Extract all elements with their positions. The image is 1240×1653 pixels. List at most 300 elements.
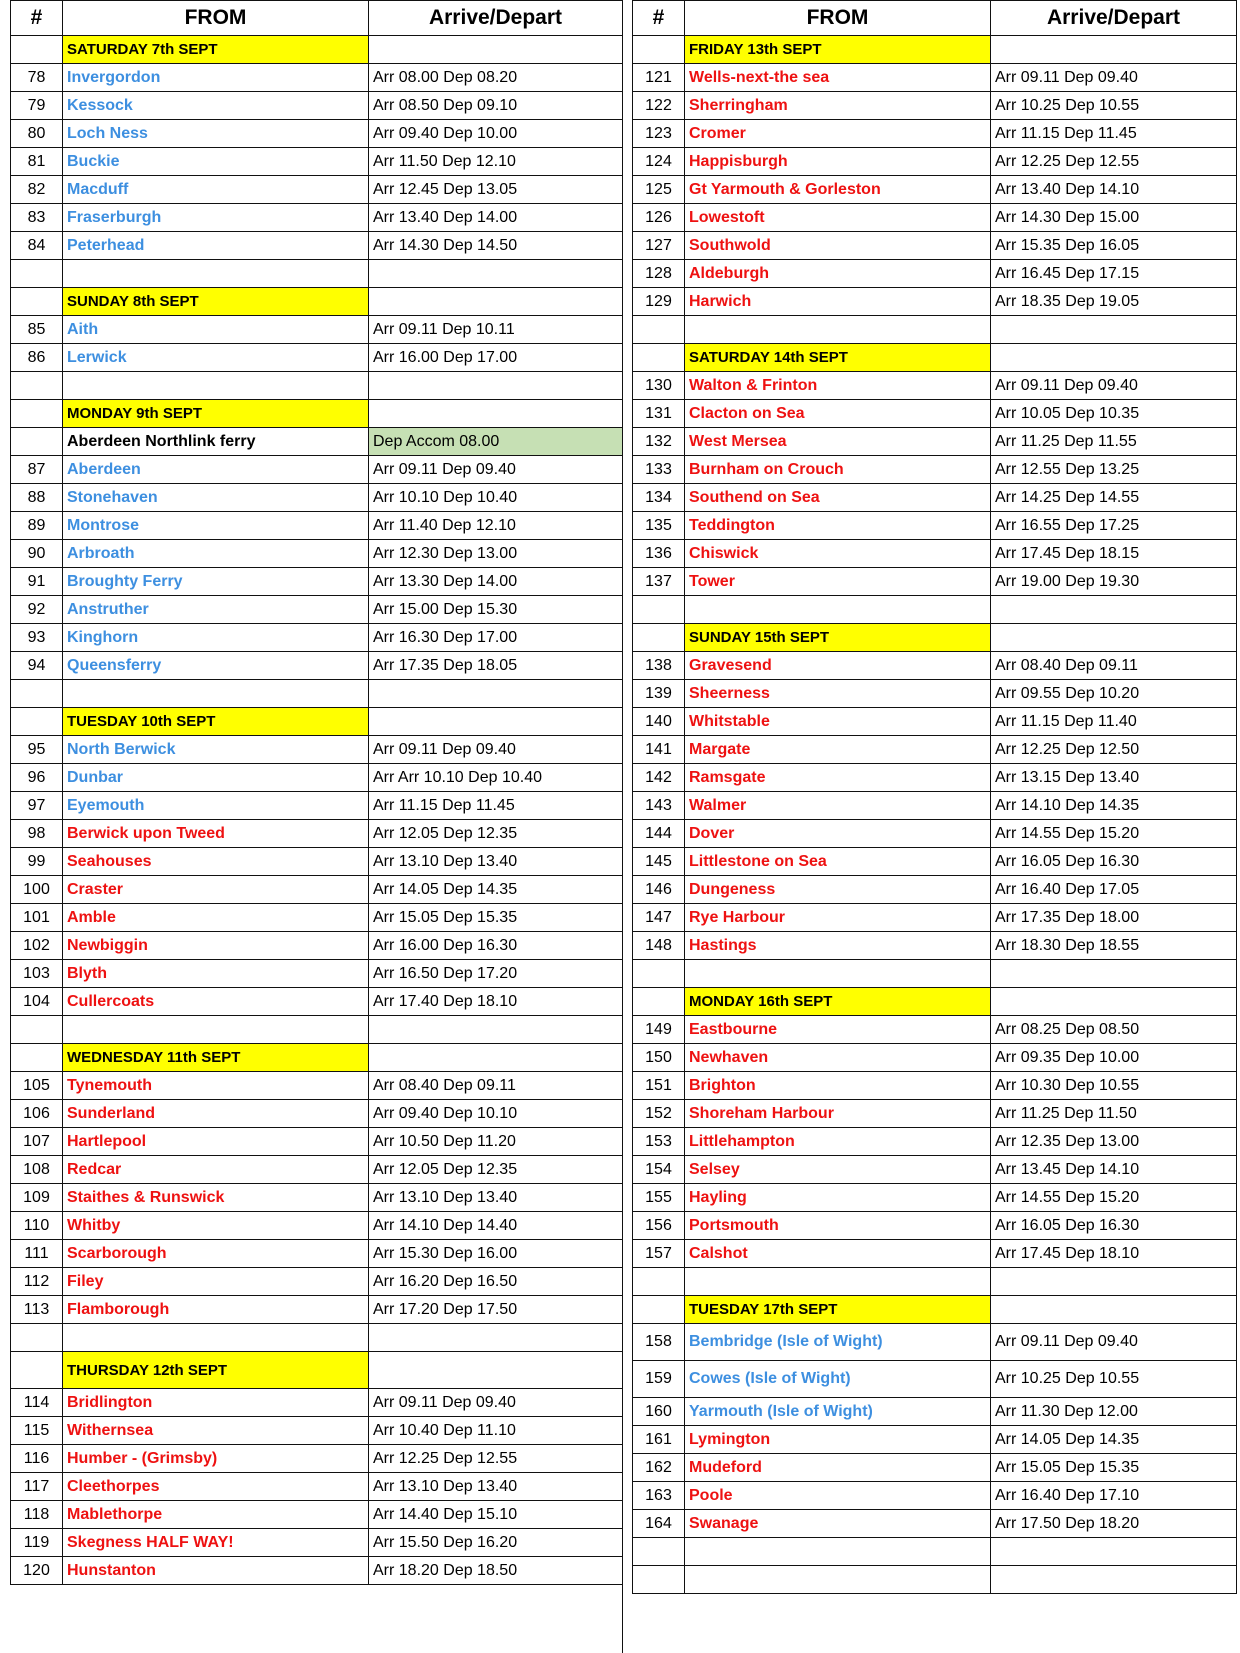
arrive-depart: Arr 14.30 Dep 15.00 <box>991 204 1237 232</box>
arrive-depart <box>369 1352 623 1389</box>
table-row <box>633 1016 1237 1044</box>
arrive-depart: Arr 14.25 Dep 14.55 <box>991 484 1237 512</box>
stop-number: 151 <box>633 1072 685 1100</box>
stop-place: Tynemouth <box>63 1072 369 1100</box>
arrive-depart: Arr 16.20 Dep 16.50 <box>369 1268 623 1296</box>
arrive-depart: Arr 14.05 Dep 14.35 <box>991 1426 1237 1454</box>
stop-number <box>633 596 685 624</box>
stop-place: Anstruther <box>63 596 369 624</box>
stop-number: 148 <box>633 932 685 960</box>
table-row <box>633 64 1237 92</box>
stop-number <box>11 1044 63 1072</box>
stop-number: 137 <box>633 568 685 596</box>
day-header-row <box>11 400 623 428</box>
stop-place: Margate <box>685 736 991 764</box>
stop-number: 97 <box>11 792 63 820</box>
stop-number: 142 <box>633 764 685 792</box>
stop-place: Mablethorpe <box>63 1501 369 1529</box>
stop-place: Poole <box>685 1482 991 1510</box>
stop-number: 84 <box>11 232 63 260</box>
day-header-row <box>11 36 623 64</box>
arrive-depart: Arr 09.35 Dep 10.00 <box>991 1044 1237 1072</box>
stop-number: 121 <box>633 64 685 92</box>
table-row <box>633 260 1237 288</box>
arrive-depart <box>369 260 623 288</box>
header-arrive-depart: Arrive/Depart <box>991 1 1237 36</box>
arrive-depart: Arr 08.40 Dep 09.11 <box>369 1072 623 1100</box>
stop-number: 133 <box>633 456 685 484</box>
stop-number: 122 <box>633 92 685 120</box>
blank-row <box>633 596 1237 624</box>
day-label: THURSDAY 12th SEPT <box>63 1352 369 1389</box>
arrive-depart: Arr 18.35 Dep 19.05 <box>991 288 1237 316</box>
stop-number: 156 <box>633 1212 685 1240</box>
table-row <box>11 848 623 876</box>
stop-place: Hartlepool <box>63 1128 369 1156</box>
stop-place: Bridlington <box>63 1389 369 1417</box>
arrive-depart: Arr 09.11 Dep 09.40 <box>991 64 1237 92</box>
stop-place: Dungeness <box>685 876 991 904</box>
stop-place: Yarmouth (Isle of Wight) <box>685 1398 991 1426</box>
table-row <box>633 484 1237 512</box>
stop-number <box>11 36 63 64</box>
arrive-depart <box>991 344 1237 372</box>
stop-number <box>11 1324 63 1352</box>
stop-number: 129 <box>633 288 685 316</box>
table-row <box>11 764 623 792</box>
stop-number <box>11 428 63 456</box>
stop-number: 158 <box>633 1324 685 1361</box>
stop-number: 146 <box>633 876 685 904</box>
table-row <box>633 456 1237 484</box>
arrive-depart: Arr 16.40 Dep 17.05 <box>991 876 1237 904</box>
table-row <box>633 120 1237 148</box>
stop-place: Aith <box>63 316 369 344</box>
arrive-depart: Arr 11.30 Dep 12.00 <box>991 1398 1237 1426</box>
arrive-depart: Arr 18.20 Dep 18.50 <box>369 1557 623 1585</box>
stop-place: Littlestone on Sea <box>685 848 991 876</box>
stop-number: 118 <box>11 1501 63 1529</box>
table-row <box>633 764 1237 792</box>
stop-number: 94 <box>11 652 63 680</box>
stop-place: Walton & Frinton <box>685 372 991 400</box>
stop-number: 78 <box>11 64 63 92</box>
table-row <box>11 596 623 624</box>
stop-place: Skegness HALF WAY! <box>63 1529 369 1557</box>
arrive-depart: Arr 11.15 Dep 11.40 <box>991 708 1237 736</box>
arrive-depart: Arr 17.45 Dep 18.15 <box>991 540 1237 568</box>
stop-place: Cromer <box>685 120 991 148</box>
table-row <box>11 1268 623 1296</box>
arrive-depart: Arr 12.25 Dep 12.55 <box>369 1445 623 1473</box>
stop-number: 152 <box>633 1100 685 1128</box>
arrive-depart: Arr 11.15 Dep 11.45 <box>369 792 623 820</box>
blank-row <box>11 1324 623 1352</box>
stop-place: Berwick upon Tweed <box>63 820 369 848</box>
stop-place <box>63 1016 369 1044</box>
stop-place: Queensferry <box>63 652 369 680</box>
stop-place: Harwich <box>685 288 991 316</box>
table-row <box>633 1100 1237 1128</box>
arrive-depart: Arr 17.40 Dep 18.10 <box>369 988 623 1016</box>
header-number: # <box>11 1 63 36</box>
stop-place: Blyth <box>63 960 369 988</box>
arrive-depart: Arr 14.10 Dep 14.35 <box>991 792 1237 820</box>
stop-place <box>685 1566 991 1594</box>
table-row <box>11 1389 623 1417</box>
day-label: MONDAY 9th SEPT <box>63 400 369 428</box>
blank-row <box>633 960 1237 988</box>
table-row <box>11 1156 623 1184</box>
stop-place: Peterhead <box>63 232 369 260</box>
day-label: TUESDAY 10th SEPT <box>63 708 369 736</box>
table-row <box>11 344 623 372</box>
stop-number: 119 <box>11 1529 63 1557</box>
day-label: SUNDAY 15th SEPT <box>685 624 991 652</box>
stop-number <box>633 36 685 64</box>
table-row <box>11 1128 623 1156</box>
stop-number: 95 <box>11 736 63 764</box>
stop-place: Lymington <box>685 1426 991 1454</box>
table-row <box>11 876 623 904</box>
day-label: FRIDAY 13th SEPT <box>685 36 991 64</box>
blank-row <box>11 1016 623 1044</box>
blank-row <box>633 316 1237 344</box>
stop-place: Gravesend <box>685 652 991 680</box>
arrive-depart <box>991 1296 1237 1324</box>
stop-number: 80 <box>11 120 63 148</box>
arrive-depart <box>991 960 1237 988</box>
arrive-depart: Arr 11.15 Dep 11.45 <box>991 120 1237 148</box>
stop-number <box>11 400 63 428</box>
stop-number: 160 <box>633 1398 685 1426</box>
arrive-depart: Arr 09.11 Dep 10.11 <box>369 316 623 344</box>
table-row <box>11 232 623 260</box>
stop-number <box>11 680 63 708</box>
arrive-depart: Arr 14.40 Dep 15.10 <box>369 1501 623 1529</box>
stop-place: Gt Yarmouth & Gorleston <box>685 176 991 204</box>
stop-place: Invergordon <box>63 64 369 92</box>
stop-number: 164 <box>633 1510 685 1538</box>
arrive-depart: Arr 15.00 Dep 15.30 <box>369 596 623 624</box>
table-row <box>633 1212 1237 1240</box>
stop-place <box>685 1268 991 1296</box>
table-row <box>633 652 1237 680</box>
table-row <box>633 1072 1237 1100</box>
arrive-depart <box>369 36 623 64</box>
table-row <box>11 92 623 120</box>
arrive-depart <box>369 288 623 316</box>
arrive-depart: Arr 08.00 Dep 08.20 <box>369 64 623 92</box>
arrive-depart: Arr 17.35 Dep 18.05 <box>369 652 623 680</box>
arrive-depart: Arr 09.11 Dep 09.40 <box>369 1389 623 1417</box>
arrive-depart <box>369 372 623 400</box>
table-row <box>633 708 1237 736</box>
arrive-depart: Arr 11.50 Dep 12.10 <box>369 148 623 176</box>
arrive-depart: Arr 10.30 Dep 10.55 <box>991 1072 1237 1100</box>
stop-place: Broughty Ferry <box>63 568 369 596</box>
stop-place: Happisburgh <box>685 148 991 176</box>
table-row <box>11 484 623 512</box>
table-row <box>633 1482 1237 1510</box>
day-label: TUESDAY 17th SEPT <box>685 1296 991 1324</box>
blank-row <box>633 1566 1237 1594</box>
stop-number: 157 <box>633 1240 685 1268</box>
arrive-depart <box>991 316 1237 344</box>
table-row <box>633 204 1237 232</box>
table-row <box>11 1529 623 1557</box>
day-label: MONDAY 16th SEPT <box>685 988 991 1016</box>
arrive-depart: Arr 13.45 Dep 14.10 <box>991 1156 1237 1184</box>
stop-number <box>11 708 63 736</box>
stop-place: Portsmouth <box>685 1212 991 1240</box>
table-row <box>633 1398 1237 1426</box>
arrive-depart: Arr 10.25 Dep 10.55 <box>991 1361 1237 1398</box>
table-row <box>633 848 1237 876</box>
stop-place: Dunbar <box>63 764 369 792</box>
arrive-depart <box>369 1016 623 1044</box>
stop-place: Sunderland <box>63 1100 369 1128</box>
stop-place: Stonehaven <box>63 484 369 512</box>
stop-place: Chiswick <box>685 540 991 568</box>
stop-place: Cleethorpes <box>63 1473 369 1501</box>
table-row <box>11 624 623 652</box>
table-row <box>633 1044 1237 1072</box>
arrive-depart <box>991 988 1237 1016</box>
day-header-row <box>11 1352 623 1389</box>
stop-place: Ramsgate <box>685 764 991 792</box>
table-row <box>633 792 1237 820</box>
arrive-depart: Arr 17.35 Dep 18.00 <box>991 904 1237 932</box>
stop-number: 96 <box>11 764 63 792</box>
arrive-depart <box>991 36 1237 64</box>
stop-place <box>685 316 991 344</box>
arrive-depart: Arr 11.40 Dep 12.10 <box>369 512 623 540</box>
stop-number: 120 <box>11 1557 63 1585</box>
arrive-depart: Arr 09.11 Dep 09.40 <box>369 456 623 484</box>
stop-number: 150 <box>633 1044 685 1072</box>
stop-place: Sherringham <box>685 92 991 120</box>
arrive-depart: Arr 16.00 Dep 16.30 <box>369 932 623 960</box>
stop-number: 105 <box>11 1072 63 1100</box>
arrive-depart: Arr 12.25 Dep 12.50 <box>991 736 1237 764</box>
stop-number: 104 <box>11 988 63 1016</box>
stop-number: 110 <box>11 1212 63 1240</box>
stop-place: Hayling <box>685 1184 991 1212</box>
day-label: SUNDAY 8th SEPT <box>63 288 369 316</box>
arrive-depart: Arr 13.15 Dep 13.40 <box>991 764 1237 792</box>
table-row <box>11 1417 623 1445</box>
stop-place: Redcar <box>63 1156 369 1184</box>
stop-number: 143 <box>633 792 685 820</box>
arrive-depart: Arr 13.40 Dep 14.10 <box>991 176 1237 204</box>
stop-number: 162 <box>633 1454 685 1482</box>
arrive-depart: Arr 13.30 Dep 14.00 <box>369 568 623 596</box>
note-departure: Dep Accom 08.00 <box>369 428 623 456</box>
stop-place: Aldeburgh <box>685 260 991 288</box>
stop-number: 161 <box>633 1426 685 1454</box>
arrive-depart: Arr 16.05 Dep 16.30 <box>991 848 1237 876</box>
day-header-row <box>633 624 1237 652</box>
table-row <box>633 288 1237 316</box>
arrive-depart: Arr 08.25 Dep 08.50 <box>991 1016 1237 1044</box>
arrive-depart: Arr 13.40 Dep 14.00 <box>369 204 623 232</box>
table-row <box>633 512 1237 540</box>
arrive-depart: Arr 09.11 Dep 09.40 <box>991 1324 1237 1361</box>
arrive-depart: Arr 17.45 Dep 18.10 <box>991 1240 1237 1268</box>
stop-place: Filey <box>63 1268 369 1296</box>
stop-number: 130 <box>633 372 685 400</box>
table-row <box>633 1454 1237 1482</box>
stop-place: Burnham on Crouch <box>685 456 991 484</box>
stop-number: 99 <box>11 848 63 876</box>
stop-number: 115 <box>11 1417 63 1445</box>
stop-number: 144 <box>633 820 685 848</box>
stop-number: 111 <box>11 1240 63 1268</box>
note-place: Aberdeen Northlink ferry <box>63 428 369 456</box>
stop-number: 91 <box>11 568 63 596</box>
arrive-depart: Arr 15.30 Dep 16.00 <box>369 1240 623 1268</box>
column-divider <box>622 0 632 1653</box>
arrive-depart: Arr 10.25 Dep 10.55 <box>991 92 1237 120</box>
header-arrive-depart: Arrive/Depart <box>369 1 623 36</box>
stop-number: 90 <box>11 540 63 568</box>
header-row <box>633 1 1237 36</box>
stop-place: Whitstable <box>685 708 991 736</box>
stop-number: 149 <box>633 1016 685 1044</box>
arrive-depart: Arr 16.00 Dep 17.00 <box>369 344 623 372</box>
day-label: WEDNESDAY 11th SEPT <box>63 1044 369 1072</box>
table-row <box>11 512 623 540</box>
table-row <box>633 1184 1237 1212</box>
arrive-depart: Arr 14.55 Dep 15.20 <box>991 820 1237 848</box>
arrive-depart <box>991 1566 1237 1594</box>
arrive-depart: Arr 16.30 Dep 17.00 <box>369 624 623 652</box>
stop-number: 114 <box>11 1389 63 1417</box>
table-row <box>633 680 1237 708</box>
stop-number: 159 <box>633 1361 685 1398</box>
table-row <box>633 932 1237 960</box>
arrive-depart: Arr 16.45 Dep 17.15 <box>991 260 1237 288</box>
stop-place: Humber - (Grimsby) <box>63 1445 369 1473</box>
stop-number: 141 <box>633 736 685 764</box>
table-row <box>633 1156 1237 1184</box>
arrive-depart: Arr 08.50 Dep 09.10 <box>369 92 623 120</box>
arrive-depart: Arr 15.35 Dep 16.05 <box>991 232 1237 260</box>
table-row <box>633 1510 1237 1538</box>
stop-place: Arbroath <box>63 540 369 568</box>
arrive-depart: Arr 08.40 Dep 09.11 <box>991 652 1237 680</box>
arrive-depart: Arr 16.40 Dep 17.10 <box>991 1482 1237 1510</box>
stop-number: 123 <box>633 120 685 148</box>
stop-number: 116 <box>11 1445 63 1473</box>
table-row <box>11 1100 623 1128</box>
stop-number: 108 <box>11 1156 63 1184</box>
arrive-depart: Arr 13.10 Dep 13.40 <box>369 848 623 876</box>
stop-place <box>685 960 991 988</box>
table-row <box>633 820 1237 848</box>
table-row <box>11 64 623 92</box>
arrive-depart <box>991 1268 1237 1296</box>
blank-row <box>633 1538 1237 1566</box>
stop-number <box>633 1538 685 1566</box>
stop-place: Selsey <box>685 1156 991 1184</box>
stop-number: 79 <box>11 92 63 120</box>
stop-place: Eyemouth <box>63 792 369 820</box>
table-row <box>633 736 1237 764</box>
stop-number <box>11 372 63 400</box>
stop-place: Bembridge (Isle of Wight) <box>685 1324 991 1361</box>
arrive-depart: Arr 12.45 Dep 13.05 <box>369 176 623 204</box>
stop-place: Tower <box>685 568 991 596</box>
stop-place: Buckie <box>63 148 369 176</box>
arrive-depart: Arr 19.00 Dep 19.30 <box>991 568 1237 596</box>
table-row <box>633 1426 1237 1454</box>
arrive-depart: Arr 10.50 Dep 11.20 <box>369 1128 623 1156</box>
stop-number <box>11 288 63 316</box>
stop-number: 106 <box>11 1100 63 1128</box>
table-row <box>11 820 623 848</box>
arrive-depart: Arr 12.35 Dep 13.00 <box>991 1128 1237 1156</box>
arrive-depart: Arr 11.25 Dep 11.55 <box>991 428 1237 456</box>
stop-number: 154 <box>633 1156 685 1184</box>
stop-place: Scarborough <box>63 1240 369 1268</box>
stop-number: 139 <box>633 680 685 708</box>
stop-number: 138 <box>633 652 685 680</box>
stop-place: West Mersea <box>685 428 991 456</box>
stop-place: Flamborough <box>63 1296 369 1324</box>
stop-place: Lowestoft <box>685 204 991 232</box>
stop-number: 126 <box>633 204 685 232</box>
arrive-depart: Arr 14.30 Dep 14.50 <box>369 232 623 260</box>
table-row <box>11 932 623 960</box>
table-row <box>11 792 623 820</box>
table-row <box>11 1212 623 1240</box>
arrive-depart: Arr 16.55 Dep 17.25 <box>991 512 1237 540</box>
stop-place: Macduff <box>63 176 369 204</box>
stop-place: Seahouses <box>63 848 369 876</box>
schedule-table-left <box>10 0 623 1585</box>
table-row <box>633 876 1237 904</box>
day-header-row <box>633 1296 1237 1324</box>
stop-place <box>63 1324 369 1352</box>
stop-number: 128 <box>633 260 685 288</box>
stop-place: North Berwick <box>63 736 369 764</box>
stop-number: 103 <box>11 960 63 988</box>
stop-place: Cullercoats <box>63 988 369 1016</box>
stop-place <box>685 1538 991 1566</box>
stop-number: 101 <box>11 904 63 932</box>
table-row <box>11 960 623 988</box>
table-row <box>11 1296 623 1324</box>
stop-place <box>63 260 369 288</box>
stop-place: Craster <box>63 876 369 904</box>
stop-place: Withernsea <box>63 1417 369 1445</box>
stop-number: 145 <box>633 848 685 876</box>
stop-number <box>11 260 63 288</box>
arrive-depart <box>369 680 623 708</box>
table-row <box>633 400 1237 428</box>
table-row <box>11 736 623 764</box>
stop-number: 109 <box>11 1184 63 1212</box>
arrive-depart <box>991 1538 1237 1566</box>
table-row <box>633 1361 1237 1398</box>
stop-number <box>633 624 685 652</box>
stop-number: 127 <box>633 232 685 260</box>
stop-place: Mudeford <box>685 1454 991 1482</box>
stop-number: 153 <box>633 1128 685 1156</box>
stop-number: 100 <box>11 876 63 904</box>
